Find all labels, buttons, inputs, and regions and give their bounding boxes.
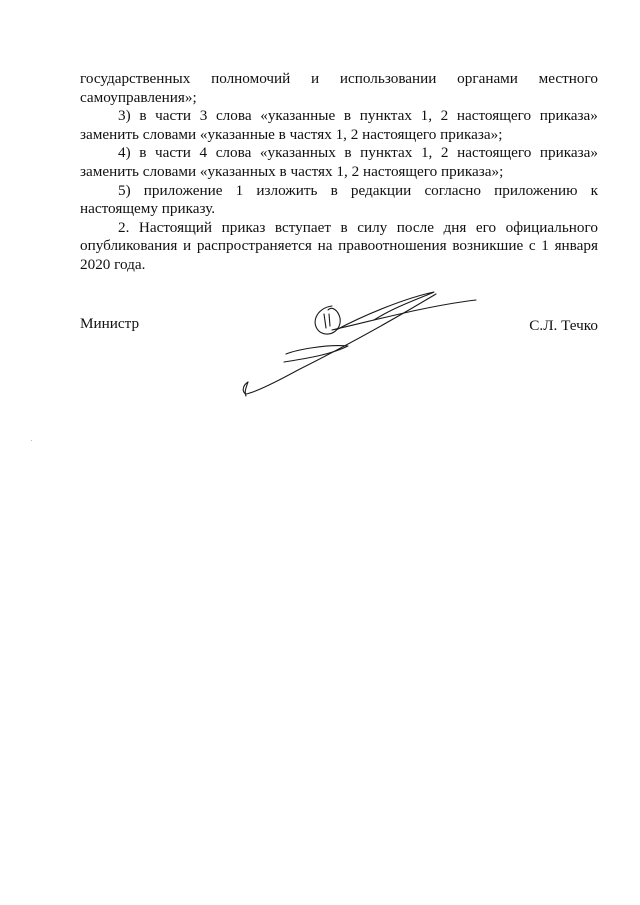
- text-line: 2020 года.: [80, 255, 146, 273]
- word: силу: [357, 218, 388, 236]
- text-line: [80, 107, 598, 126]
- text-line: [80, 70, 598, 89]
- word: приказ: [221, 218, 266, 236]
- word: 1: [235, 181, 244, 199]
- word: «указанные: [260, 107, 336, 125]
- word: слова: [215, 144, 252, 162]
- word: правоотношения: [338, 237, 447, 255]
- text-line: заменить словами «указанных в частях 1, 2 настоящего приказа»;: [80, 162, 504, 180]
- word: 1: [541, 237, 549, 255]
- word: полномочий: [211, 70, 291, 87]
- word: 2: [440, 144, 449, 162]
- word: редакции: [350, 181, 412, 199]
- word: опубликования: [80, 237, 178, 255]
- word: Настоящий: [138, 218, 213, 236]
- word: слова: [215, 107, 252, 125]
- word: января: [554, 237, 598, 255]
- text-line: [80, 219, 598, 238]
- word: и: [311, 70, 320, 87]
- word: распространяется: [196, 237, 312, 255]
- word: настоящего: [457, 144, 532, 162]
- word: к: [590, 181, 598, 199]
- word: приказа»: [539, 144, 598, 162]
- word: на: [317, 237, 333, 255]
- word: 1,: [420, 144, 433, 162]
- word: в: [340, 218, 348, 236]
- word: его: [475, 218, 497, 236]
- text-line: заменить словами «указанные в частях 1, 2 настоящего приказа»;: [80, 125, 503, 143]
- scan-speck: [31, 440, 32, 441]
- word: приложению: [494, 181, 578, 199]
- word: 4: [199, 144, 208, 162]
- word: согласно: [424, 181, 482, 199]
- word: с: [528, 237, 536, 255]
- signatory-name: С.Л. Течко: [529, 317, 598, 334]
- word: 3: [199, 107, 208, 125]
- handwritten-signature: [236, 284, 482, 402]
- word: в: [139, 144, 147, 162]
- word: настоящего: [456, 107, 532, 125]
- word: в: [330, 181, 338, 199]
- word: части: [155, 107, 192, 125]
- word: государственных: [80, 70, 191, 87]
- text-line: самоуправления»;: [80, 88, 197, 106]
- word: 3): [118, 107, 131, 125]
- word: части: [155, 144, 191, 162]
- word: официального: [505, 218, 598, 236]
- word: и: [183, 237, 192, 255]
- word: возникшие: [452, 237, 524, 255]
- document-body: [80, 70, 598, 275]
- word: 5): [118, 181, 131, 199]
- word: изложить: [256, 181, 318, 199]
- word: после: [396, 218, 434, 236]
- signatory-title: Министр: [80, 315, 140, 332]
- word: 1,: [420, 107, 432, 125]
- word: в: [344, 144, 352, 162]
- word: вступает: [274, 218, 331, 236]
- text-line: [80, 144, 598, 163]
- word: местного: [538, 70, 598, 87]
- word: пунктах: [359, 107, 412, 125]
- word: дня: [443, 218, 467, 236]
- word: приложение: [143, 181, 223, 199]
- word: использовании: [339, 70, 437, 87]
- word: в: [139, 107, 147, 125]
- word: приказа»: [539, 107, 598, 125]
- word: 2.: [118, 218, 130, 236]
- text-line: [80, 182, 598, 201]
- text-line: [80, 237, 598, 256]
- text-line: настоящему приказу.: [80, 200, 216, 218]
- word: 4): [118, 144, 131, 162]
- word: пунктах: [360, 144, 413, 162]
- word: органами: [457, 70, 518, 87]
- word: «указанных: [259, 144, 336, 162]
- word: 2: [440, 107, 449, 125]
- word: в: [343, 107, 352, 125]
